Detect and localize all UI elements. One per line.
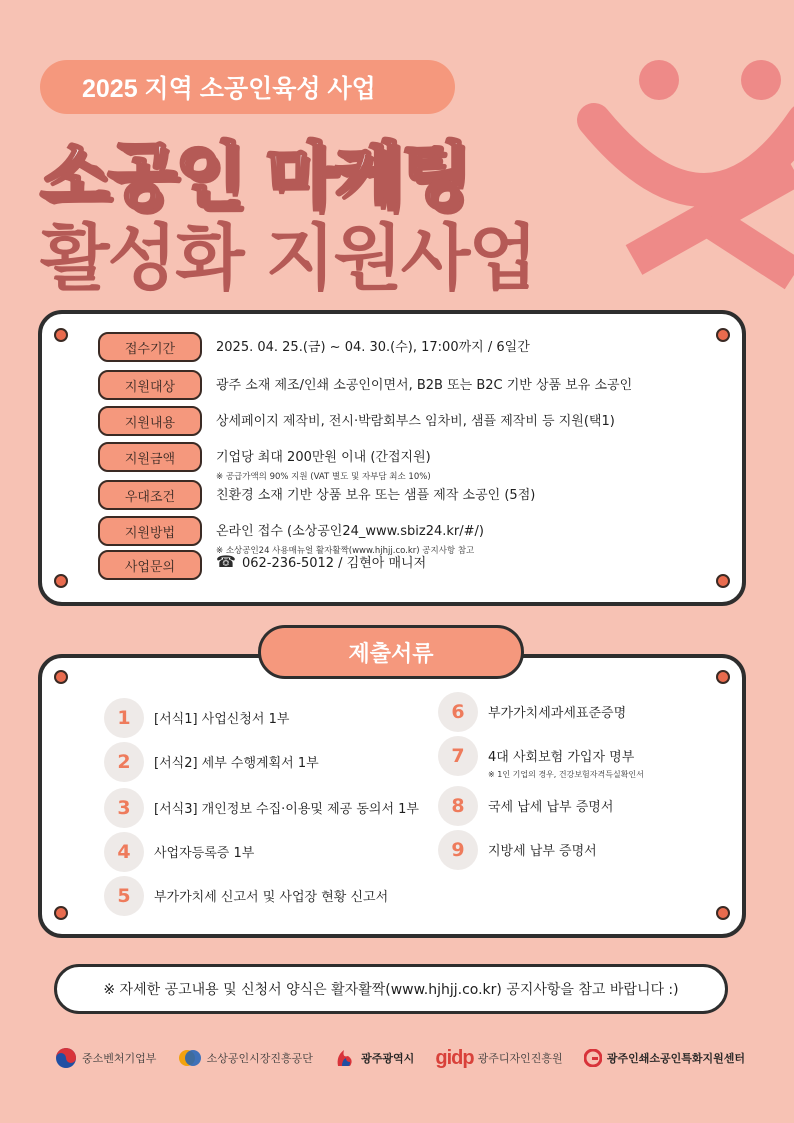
document-text: 부가가치세과세표준증명 xyxy=(488,706,627,721)
item-number: 6 xyxy=(438,692,478,732)
item-number: 1 xyxy=(104,698,144,738)
info-value: 광주 소재 제조/인쇄 소공인이면서, B2B 또는 B2C 기반 상품 보유 소공인 xyxy=(216,378,633,393)
document-text: [서식1] 사업신청서 1부 xyxy=(154,712,290,727)
document-note: ※ 1인 기업의 경우, 건강보험자격득실확인서 xyxy=(488,770,644,779)
corner-dot xyxy=(716,670,730,684)
mss-logo xyxy=(55,1047,156,1069)
notice-text: ※ 자세한 공고내용 및 신청서 양식은 활자활짝(www.hjhjj.co.kr) 공지사항을 참고 바랍니다 :) xyxy=(103,982,679,998)
corner-dot xyxy=(54,328,68,342)
project-label: 2025 지역 소공인육성 사업 xyxy=(82,75,376,103)
item-number: 7 xyxy=(438,736,478,776)
corner-dot xyxy=(716,328,730,342)
item-number: 2 xyxy=(104,742,144,782)
document-text: [서식2] 세부 수행계획서 1부 xyxy=(154,756,319,771)
gidp-mark: gidp xyxy=(435,1046,474,1069)
gwangju-logo xyxy=(334,1048,414,1068)
gidp-name: 광주디자인진흥원 xyxy=(477,1052,563,1065)
gidp-logo xyxy=(435,1047,562,1070)
printing-center-icon xyxy=(584,1049,602,1067)
semas-icon xyxy=(178,1048,202,1068)
documents-title: 제출서류 xyxy=(348,641,434,667)
info-row-period xyxy=(98,332,530,362)
corner-dot xyxy=(54,574,68,588)
info-value: 온라인 접수 (소상공인24_www.sbiz24.kr/#/) xyxy=(216,524,484,539)
info-value: 상세페이지 제작비, 전시·박람회부스 임차비, 샘플 제작비 등 지원(택1) xyxy=(216,414,615,429)
info-label: 지원금액 xyxy=(98,442,202,472)
info-value: 2025. 04. 25.(금) ~ 04. 30.(수), 17:00까지 / 6일간 xyxy=(216,340,530,355)
item-number: 4 xyxy=(104,832,144,872)
document-text: 사업자등록증 1부 xyxy=(154,846,255,861)
info-row-contact xyxy=(98,550,426,580)
document-text: [서식3] 개인정보 수집·이용및 제공 동의서 1부 xyxy=(154,802,419,817)
gwangju-flame-icon xyxy=(334,1048,356,1068)
info-row-target xyxy=(98,370,632,400)
printing-center-name: 광주인쇄소공인특화지원센터 xyxy=(606,1052,745,1065)
document-item xyxy=(104,832,254,872)
item-number: 9 xyxy=(438,830,478,870)
document-text: 지방세 납부 증명서 xyxy=(488,844,597,859)
info-note: ※ 공급가액의 90% 지원 (VAT 별도 및 자부담 최소 10%) xyxy=(216,472,431,482)
document-text: 국세 납세 납부 증명서 xyxy=(488,800,614,815)
document-item xyxy=(104,698,289,738)
printing-center-logo xyxy=(584,1049,745,1067)
document-text: 부가가치세 신고서 및 사업장 현황 신고서 xyxy=(154,890,389,905)
title-line-1: 소공인 마케팅 xyxy=(40,134,469,218)
taegeuk-icon xyxy=(55,1047,77,1069)
info-label: 우대조건 xyxy=(98,480,202,510)
corner-dot xyxy=(54,670,68,684)
info-label: 지원대상 xyxy=(98,370,202,400)
document-item xyxy=(438,830,597,870)
info-row-content xyxy=(98,406,615,436)
mss-name: 중소벤처기업부 xyxy=(82,1052,157,1065)
documents-title-pill xyxy=(258,625,524,679)
info-note: ※ 소상공인24 사용매뉴얼 활자활짝(www.hjhjj.co.kr) 공지사항 참고 xyxy=(216,546,475,556)
info-value: 친환경 소재 기반 상품 보유 또는 샘플 제작 소공인 (5점) xyxy=(216,488,536,503)
document-item xyxy=(438,786,613,826)
info-label: 사업문의 xyxy=(98,550,202,580)
telephone-icon: ☎ xyxy=(216,552,236,571)
document-item xyxy=(438,692,626,732)
semas-name: 소상공인시장진흥공단 xyxy=(206,1052,313,1065)
item-number: 5 xyxy=(104,876,144,916)
corner-dot xyxy=(54,906,68,920)
document-item xyxy=(438,736,644,780)
title-line-2: 활성화 지원사업 xyxy=(40,216,536,300)
document-item xyxy=(104,742,319,782)
document-text: 4대 사회보험 가입자 명부 xyxy=(488,750,635,765)
info-value: 062-236-5012 / 김현아 매니저 xyxy=(241,556,427,571)
gwangju-name: 광주광역시 xyxy=(361,1052,415,1065)
document-item xyxy=(104,876,388,916)
info-value: 기업당 최대 200만원 이내 (간접지원) xyxy=(216,450,431,465)
item-number: 8 xyxy=(438,786,478,826)
footer-logos xyxy=(55,1046,745,1070)
info-row-amount xyxy=(98,442,431,482)
info-card xyxy=(38,310,746,606)
corner-dot xyxy=(716,574,730,588)
notice-banner xyxy=(54,964,728,1014)
info-label: 지원내용 xyxy=(98,406,202,436)
documents-card xyxy=(38,654,746,938)
smiley-x-decoration xyxy=(534,30,794,290)
document-item xyxy=(104,788,419,828)
info-label: 접수기간 xyxy=(98,332,202,362)
info-label: 지원방법 xyxy=(98,516,202,546)
info-row-preference xyxy=(98,480,535,510)
corner-dot xyxy=(716,906,730,920)
project-label-pill xyxy=(40,60,455,114)
item-number: 3 xyxy=(104,788,144,828)
semas-logo xyxy=(178,1048,313,1068)
